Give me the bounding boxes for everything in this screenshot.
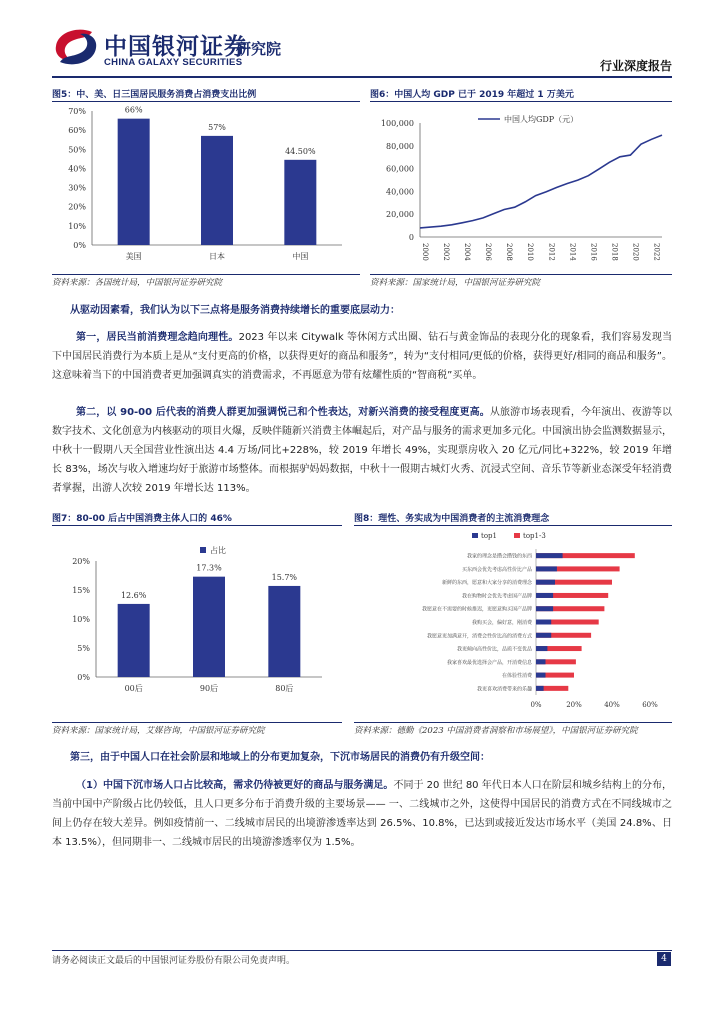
fig7-bar <box>118 604 150 677</box>
fig8-x-tick-label: 40% <box>604 701 620 709</box>
fig6-y-tick-label: 40,000 <box>386 187 414 197</box>
third-heading: 第三，由于中国人口在社会阶层和地域上的分布更加复杂，下沉市场居民的消费仍有升级空间： <box>70 752 490 763</box>
fig6-series-line <box>420 135 662 228</box>
fig6-legend-label: 中国人均GDP（元） <box>504 115 579 124</box>
fig5-y-tick-label: 10% <box>68 221 86 231</box>
fig5-bar <box>201 136 233 245</box>
fig5-y-tick-label: 50% <box>68 145 86 155</box>
galaxy-logo-icon <box>52 26 100 68</box>
fig8-legend-swatch-top1 <box>472 533 478 538</box>
fig8-legend-label-top1: top1 <box>481 532 497 540</box>
paragraph-1-lead: 第一，居民当前消费理念趋向理性。 <box>76 332 239 343</box>
fig6-x-tick-label: 2010 <box>526 243 535 261</box>
fig6-x-tick-label: 2004 <box>463 243 472 261</box>
fig8-bar-top1 <box>536 580 555 585</box>
fig5-y-tick-label: 40% <box>68 164 86 174</box>
fig6-source-rule <box>370 274 672 275</box>
fig5-bar <box>284 160 316 245</box>
paragraph-3-body: 不同于 20 世纪 80 年代日本人口在阶层和城乡结构上的分布，当前中国中产阶级占比仍较低，且人口更多分布于消费升级的主要场景—— 一、二线城市之外，这使得中国居民的消费方式在不同线城市之间上仍存在较大差异。例如疫情前一、二线城市居民的出境游渗透率达到 26.5%、10.8%，已达到或接近发达市场水平（美国 24.8%、日本 13.5%），但同期非一、二线城市居民的出境游渗透率仅为 1.5%。 <box>52 780 672 848</box>
fig6-x-tick-label: 2018 <box>610 243 619 261</box>
fig5-y-tick-label: 0% <box>73 241 86 250</box>
fig8-chart <box>354 527 672 723</box>
fig8-bar-top1 <box>536 686 544 691</box>
fig8-bar-top1 <box>536 646 547 651</box>
fig5-y-tick-label: 60% <box>68 126 86 136</box>
fig7-title-rule <box>52 525 342 526</box>
paragraph-1-body: 2023 年以来 Citywalk 等休闲方式出圈、钻石与黄金饰品的表现分化的现象看，我们容易发现当下中国居民消费行为本质上是从“支付更高的价格，以获得更好的商品和服务”，转为“支付相同/更低的价格，获得更好/相同的商品和服务”。这意味着当下的中国消费者更加强调真实的消费需求，不再愿意为带有炫耀性质的“智商税”买单。 <box>52 332 672 381</box>
fig5-bar <box>118 119 150 245</box>
fig6-title-rule <box>370 101 672 102</box>
fig8-source: 资料来源：德勤《2023 中国消费者洞察和市场展望》，中国银河证券研究院 <box>354 726 638 736</box>
fig8-bar-top1 <box>536 659 546 664</box>
fig6-x-tick-label: 2014 <box>568 243 577 261</box>
fig6-y-tick-label: 100,000 <box>380 119 414 128</box>
institute-label: 研究院 <box>236 40 282 58</box>
fig8-category-label: 我在购物时会优先考虑国产品牌 <box>461 593 532 600</box>
fig8-category-label: 我愿意更加满意开，消费会性价比高的消费方式 <box>426 633 532 640</box>
fig6-x-tick-label: 2006 <box>484 243 493 261</box>
fig7-chart <box>52 527 342 723</box>
fig5-x-tick-label: 中国 <box>292 252 309 261</box>
header-rule <box>52 76 672 78</box>
fig6-chart <box>370 103 672 273</box>
fig5-chart <box>52 103 360 273</box>
brand-name-en: CHINA GALAXY SECURITIES <box>104 57 243 68</box>
fig7-y-tick-label: 0% <box>77 673 90 682</box>
fig8-category-label: 我家喜欢最优选择会产品，开消费信息 <box>446 659 532 666</box>
brand-logo <box>52 26 100 68</box>
fig8-bar-top1 <box>536 673 546 678</box>
fig8-legend-label-top1-3: top1-3 <box>523 532 546 540</box>
fig6-x-tick-label: 2012 <box>547 243 556 261</box>
fig6-y-tick-label: 20,000 <box>386 210 414 220</box>
fig7-data-label: 12.6% <box>120 590 147 600</box>
fig8-category-label: 我更喜欢消费带来的乐趣 <box>476 686 532 693</box>
fig6-y-tick-label: 0 <box>408 233 414 242</box>
fig5-source-rule <box>52 274 360 275</box>
fig7-source-rule <box>52 722 342 723</box>
paragraph-1 <box>52 328 672 385</box>
fig8-x-tick-label: 60% <box>642 701 658 709</box>
fig7-x-tick-label: 00后 <box>124 684 143 693</box>
fig7-title: 图7：80-00 后占中国消费主体人口的 46% <box>52 514 232 524</box>
fig7-legend-swatch <box>200 547 206 553</box>
fig8-source-rule <box>354 722 672 723</box>
fig7-y-tick-label: 10% <box>72 615 90 624</box>
fig6-x-tick-label: 2002 <box>442 243 451 261</box>
fig5-x-tick-label: 美国 <box>125 252 142 261</box>
fig7-y-tick-label: 20% <box>72 557 90 566</box>
fig6-source: 资料来源：国家统计局，中国银河证券研究院 <box>370 278 541 288</box>
fig7-y-tick-label: 5% <box>77 644 90 653</box>
fig8-title-rule <box>354 525 672 526</box>
document-type: 行业深度报告 <box>599 59 672 73</box>
fig5-data-label: 57% <box>208 122 226 132</box>
footer-rule <box>52 950 672 951</box>
fig7-source: 资料来源：国家统计局，艾媒咨询，中国银河证券研究院 <box>52 726 265 736</box>
page-number: 4 <box>657 952 671 966</box>
fig8-title: 图8：理性、务实成为中国消费者的主流消费理念 <box>354 514 550 524</box>
paragraph-2-lead: 第二，以 90-00 后代表的消费人群更加强调悦己和个性表达，对新兴消费的接受程度更高。 <box>76 407 490 418</box>
fig5-source: 资料来源：各国统计局，中国银河证券研究院 <box>52 278 223 288</box>
fig8-bar-top1 <box>536 606 553 611</box>
paragraph-3-lead: （1）中国下沉市场人口占比较高，需求仍待被更好的商品与服务满足。 <box>76 780 394 791</box>
fig6-y-tick-label: 60,000 <box>386 164 414 174</box>
fig8-bar-top1 <box>536 553 563 558</box>
fig7-x-tick-label: 80后 <box>275 684 294 693</box>
fig6-title: 图6：中国人均 GDP 已于 2019 年超过 1 万美元 <box>370 90 574 100</box>
paragraph-2-body: 从旅游市场表现看，今年演出、夜游等以数字技术、文化创意为内核驱动的项目火爆，反映伴随新兴消费主体崛起后，对产品与服务的需求更加多元化。中国演出协会监测数据显示，中秋十一假期八天全国营业性演出达 4.4 万场/同比+228%，较 2019 年增长 49%，实现票房收入 20 亿元/同比+322%，较 2019 年增长 83%，场次与收入增速均好于旅游市场整体。而根据驴妈妈数据，中秋十一假期古城灯火秀、沉浸式空间、音乐节等新业态深受年轻消费者掌握，出游人次较 2019 年增长达 113%。 <box>52 407 672 494</box>
fig6-x-tick-label: 2022 <box>652 243 661 261</box>
fig5-y-tick-label: 20% <box>68 202 86 212</box>
fig8-category-label: 我更倾向高性价比，品质不变优品 <box>456 646 532 653</box>
fig7-bar <box>193 577 225 677</box>
fig6-x-tick-label: 2016 <box>589 243 598 261</box>
fig5-title: 图5：中、美、日三国居民服务消费占消费支出比例 <box>52 90 257 100</box>
fig7-legend-label: 占比 <box>210 546 226 555</box>
fig6-x-tick-label: 2020 <box>631 243 640 261</box>
fig6-x-tick-label: 2000 <box>421 243 429 261</box>
intro-heading: 从驱动因素看，我们认为以下三点将是服务消费持续增长的重要底层动力： <box>70 305 400 316</box>
fig5-y-tick-label: 70% <box>68 107 86 116</box>
fig8-category-label: 新鲜的东西，愿意和大家分享的消费理念 <box>441 580 532 587</box>
fig8-x-tick-label: 0% <box>530 701 542 709</box>
fig7-x-tick-label: 90后 <box>199 684 219 693</box>
fig8-category-label: 在体验性消费 <box>501 673 532 680</box>
fig6-x-tick-label: 2008 <box>505 243 514 261</box>
fig8-category-label: 我愿意在不需要的时候推迟，更愿意购买国产品牌 <box>421 606 532 613</box>
fig8-legend-swatch-top1-3 <box>514 533 520 538</box>
fig7-bar <box>268 586 300 677</box>
paragraph-3 <box>52 776 672 852</box>
fig5-data-label: 66% <box>124 105 143 115</box>
paragraph-2 <box>52 403 672 498</box>
fig7-data-label: 17.3% <box>196 563 222 573</box>
fig6-y-tick-label: 80,000 <box>386 141 414 151</box>
fig8-x-tick-label: 20% <box>566 701 582 709</box>
fig7-data-label: 15.7% <box>271 572 298 582</box>
fig8-bar-top1 <box>536 593 553 598</box>
fig8-category-label: 买东西会优先考虑高性价比产品 <box>461 566 532 573</box>
fig8-bar-top1 <box>536 633 551 638</box>
fig5-title-rule <box>52 101 360 102</box>
fig5-x-tick-label: 日本 <box>209 252 225 261</box>
fig8-category-label: 我家的理念是攒会攒钱的东西 <box>466 553 532 560</box>
fig8-bar-top1 <box>536 566 557 571</box>
fig8-bar-top1 <box>536 620 551 625</box>
fig5-y-tick-label: 30% <box>68 183 86 193</box>
fig7-y-tick-label: 15% <box>72 586 90 595</box>
footer-disclaimer: 请务必阅读正文最后的中国银河证券股份有限公司免责声明。 <box>52 956 296 966</box>
brand-name-cn: 中国银河证券 <box>104 34 248 60</box>
fig5-data-label: 44.50% <box>285 146 316 156</box>
fig8-category-label: 我购买会，偏好意，刚消费 <box>471 620 532 626</box>
